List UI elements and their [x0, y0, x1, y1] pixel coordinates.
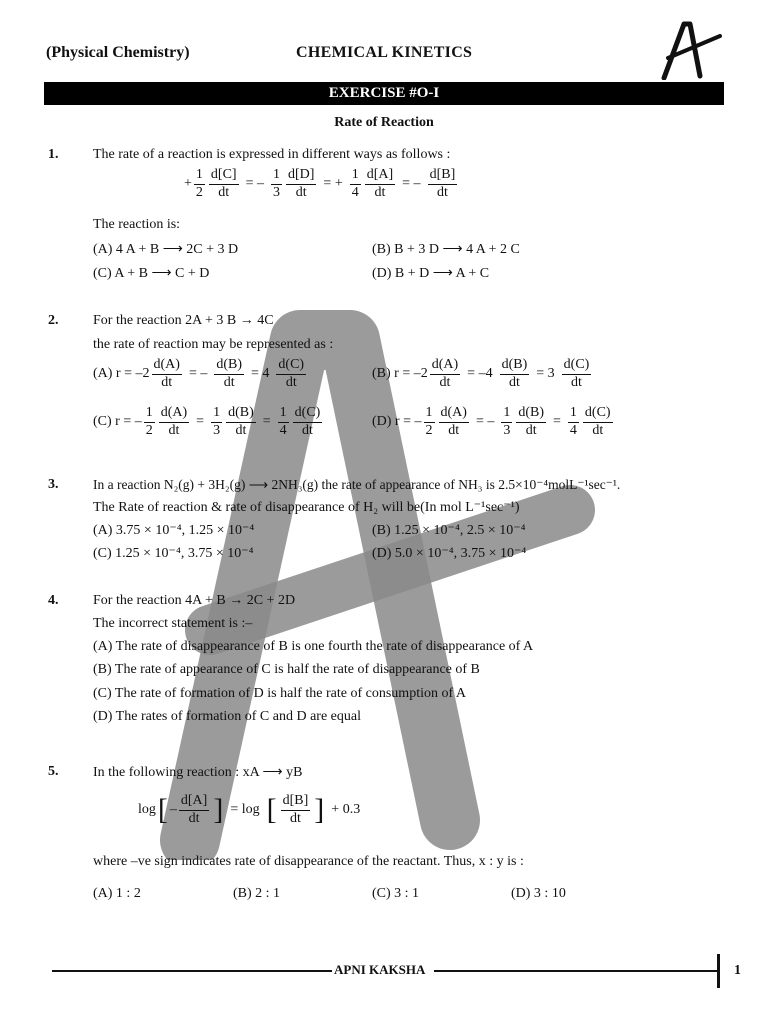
footer-brand: APNI KAKSHA [334, 962, 426, 977]
question-number: 2. [48, 313, 59, 328]
option-c[interactable]: (C) The rate of formation of D is half the rate of consumption of A [93, 686, 466, 701]
question-prompt: The incorrect statement is :– [93, 616, 253, 631]
option-c[interactable]: (C) r = – $\frac{1}{2}$ $\frac{d(A)}{dt}$ = $\frac{1}{3}$ $\frac{d(B)}{dt}$ = $\frac{1}{4}$ $\frac{d(C)}{dt}$ [93, 405, 321, 438]
question-number: 4. [48, 593, 59, 608]
option-c[interactable]: (C) 3 : 1 [372, 886, 420, 901]
rate-expression: + $\frac{1}{2}$ $\frac{d[C]}{dt}$ = – $\frac{1}{3}$ $\frac{d[D]}{dt}$ = + $\frac{1}{4}$ $\frac{d[A]}{dt}$ = – $\frac{d[B]}{dt}$ [184, 167, 456, 200]
option-b[interactable]: (B) 1.25 × 10⁻⁴, 2.5 × 10⁻⁴ [372, 523, 526, 538]
footer-rule-right [434, 970, 718, 972]
option-a[interactable]: (A) r = –2 $\frac{d(A)}{dt}$ = – $\frac{d(B)}{dt}$ = 4 $\frac{d(C)}{dt}$ [93, 357, 305, 390]
subject-label: (Physical Chemistry) [46, 44, 190, 61]
option-b[interactable]: (B) B + 3 D ⟶ 4 A + 2 C [372, 242, 520, 257]
apni-kaksha-logo-icon [650, 18, 724, 80]
footer-tick [717, 954, 720, 988]
option-a[interactable]: (A) The rate of disappearance of B is one fourth the rate of disappearance of A [93, 639, 534, 654]
fraction: $\frac{1}{4}$ [351, 167, 359, 200]
option-a[interactable]: (A) 1 : 2 [93, 886, 141, 901]
section-title: Rate of Reaction [334, 115, 434, 130]
question-prompt: The Rate of reaction & rate of disappearance of H₂ will be(In mol L⁻¹sec⁻¹) [93, 500, 520, 515]
option-b[interactable]: (B) r = –2 $\frac{d(A)}{dt}$ = –4 $\frac{d(B)}{dt}$ = 3 $\frac{d(C)}{dt}$ [372, 357, 590, 390]
exercise-banner: EXERCISE #O-I [44, 82, 724, 105]
option-d[interactable]: (D) The rates of formation of C and D are equal [93, 709, 361, 724]
question-text: In the following reaction : xA ⟶ yB [93, 765, 303, 780]
option-a[interactable]: (A) 4 A + B ⟶ 2C + 3 D [93, 242, 239, 257]
derivative: $\frac{d[C]}{dt}$ [210, 167, 237, 200]
question-text: The rate of a reaction is expressed in different ways as follows : [93, 147, 451, 162]
derivative: $\frac{d[B]}{dt}$ [429, 167, 456, 200]
question-number: 3. [48, 477, 59, 492]
option-a[interactable]: (A) 3.75 × 10⁻⁴, 1.25 × 10⁻⁴ [93, 523, 255, 538]
derivative: $\frac{d[A]}{dt}$ [366, 167, 394, 200]
question-text: In a reaction N₂(g) + 3H₂(g) ⟶ 2NH₃(g) the rate of appearance of NH₃ is 2.5×10⁻⁴molL⁻¹sec⁻¹. [93, 477, 621, 492]
option-d[interactable]: (D) B + D ⟶ A + C [372, 266, 490, 281]
question-number: 1. [48, 147, 59, 162]
option-c[interactable]: (C) 1.25 × 10⁻⁴, 3.75 × 10⁻⁴ [93, 546, 254, 561]
question-number: 5. [48, 764, 59, 779]
question-prompt: The reaction is: [93, 217, 181, 232]
option-b[interactable]: (B) 2 : 1 [233, 886, 281, 901]
page-number: 1 [734, 963, 741, 978]
option-b[interactable]: (B) The rate of appearance of C is half the rate of disappearance of B [93, 662, 480, 677]
chapter-title: CHEMICAL KINETICS [296, 44, 473, 61]
question-prompt: where –ve sign indicates rate of disappearance of the reactant. Thus, x : y is : [93, 854, 524, 869]
question-text: For the reaction 2A + 3 B → 4C [93, 313, 274, 328]
option-c[interactable]: (C) A + B ⟶ C + D [93, 266, 210, 281]
log-equation: log [ – $\frac{d[A]}{dt}$ ] = log [ $\frac{d[B]}{dt}$ ] + 0.3 [138, 793, 361, 827]
footer-rule-left [52, 970, 332, 972]
fraction: $\frac{1}{2}$ [195, 167, 203, 200]
derivative: $\frac{d[D]}{dt}$ [287, 167, 315, 200]
fraction: $\frac{1}{3}$ [272, 167, 280, 200]
option-d[interactable]: (D) 3 : 10 [511, 886, 566, 901]
question-prompt: the rate of reaction may be represented as : [93, 337, 334, 352]
option-d[interactable]: (D) 5.0 × 10⁻⁴, 3.75 × 10⁻⁴ [372, 546, 527, 561]
question-text: For the reaction 4A + B → 2C + 2D [93, 593, 296, 608]
option-d[interactable]: (D) r = – $\frac{1}{2}$ $\frac{d(A)}{dt}$ = – $\frac{1}{3}$ $\frac{d(B)}{dt}$ = $\frac{1}{4}$ $\frac{d(C)}{dt}$ [372, 405, 611, 438]
